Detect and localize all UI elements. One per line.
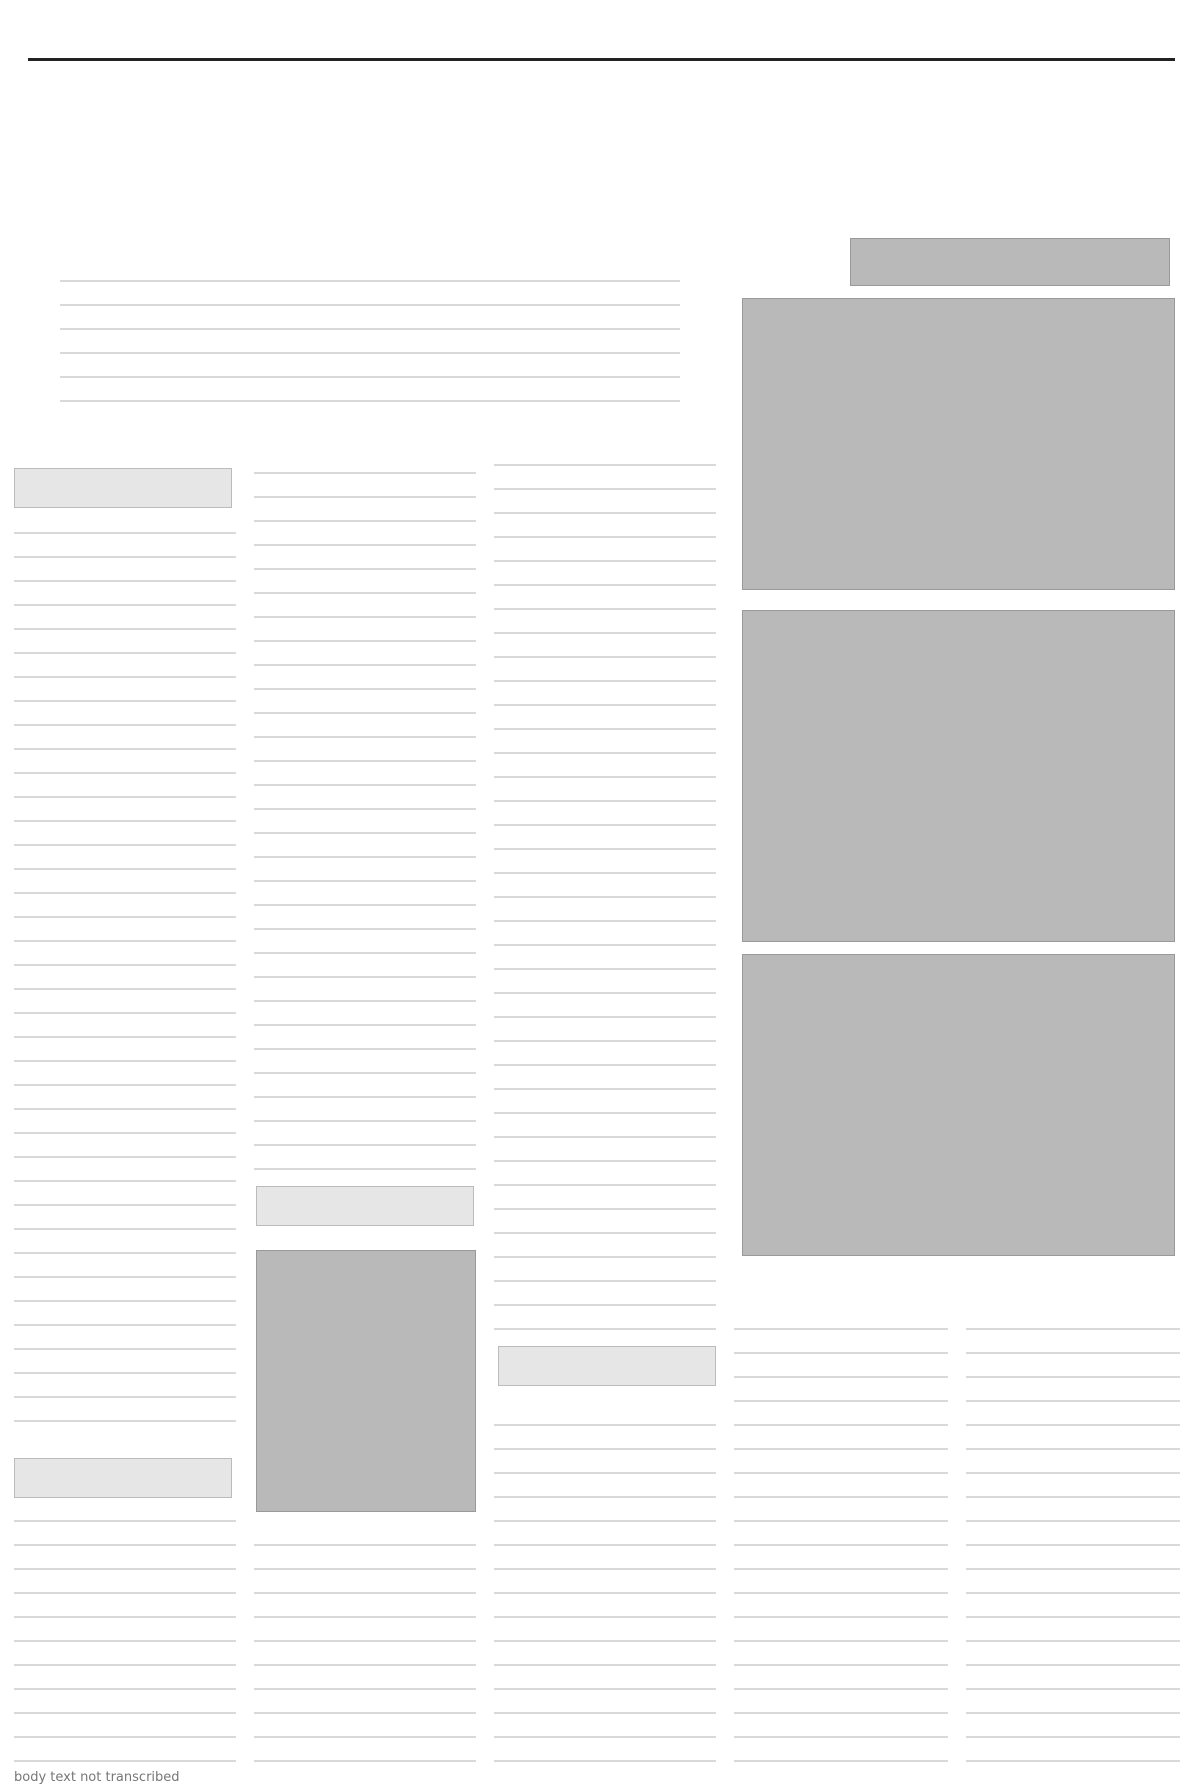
masthead-rule: [28, 58, 1175, 61]
photo-caption: [742, 1262, 1175, 1302]
section-heading-2: [256, 1186, 474, 1226]
page-number: [1110, 12, 1180, 52]
lead-paragraph: [60, 262, 680, 402]
clinic-photo: [742, 610, 1175, 942]
patients-photo: [742, 954, 1175, 1256]
article-column-3: [494, 450, 716, 1330]
section-heading-1: [14, 468, 232, 508]
subtitle: [100, 165, 1100, 221]
section-heading-4: [498, 1346, 716, 1386]
anniversary-logo: [850, 238, 1170, 286]
article-column-2: [254, 450, 476, 1170]
article-column-1b: [14, 1512, 236, 1762]
article-column-2b: [254, 1526, 476, 1762]
section-heading-3: [14, 1458, 232, 1498]
date-line: [120, 18, 420, 48]
article-column-1: [14, 522, 236, 1422]
section-name: [1020, 12, 1100, 52]
newborn-photo: [256, 1250, 476, 1512]
article-column-4: [734, 1320, 948, 1762]
team-photo: [742, 298, 1175, 590]
article-column-5: [966, 1320, 1180, 1762]
byline: [540, 382, 680, 402]
headline: [28, 72, 1175, 162]
transcription-note: body text not transcribed: [14, 1770, 180, 1785]
article-column-3b: [494, 1404, 716, 1762]
